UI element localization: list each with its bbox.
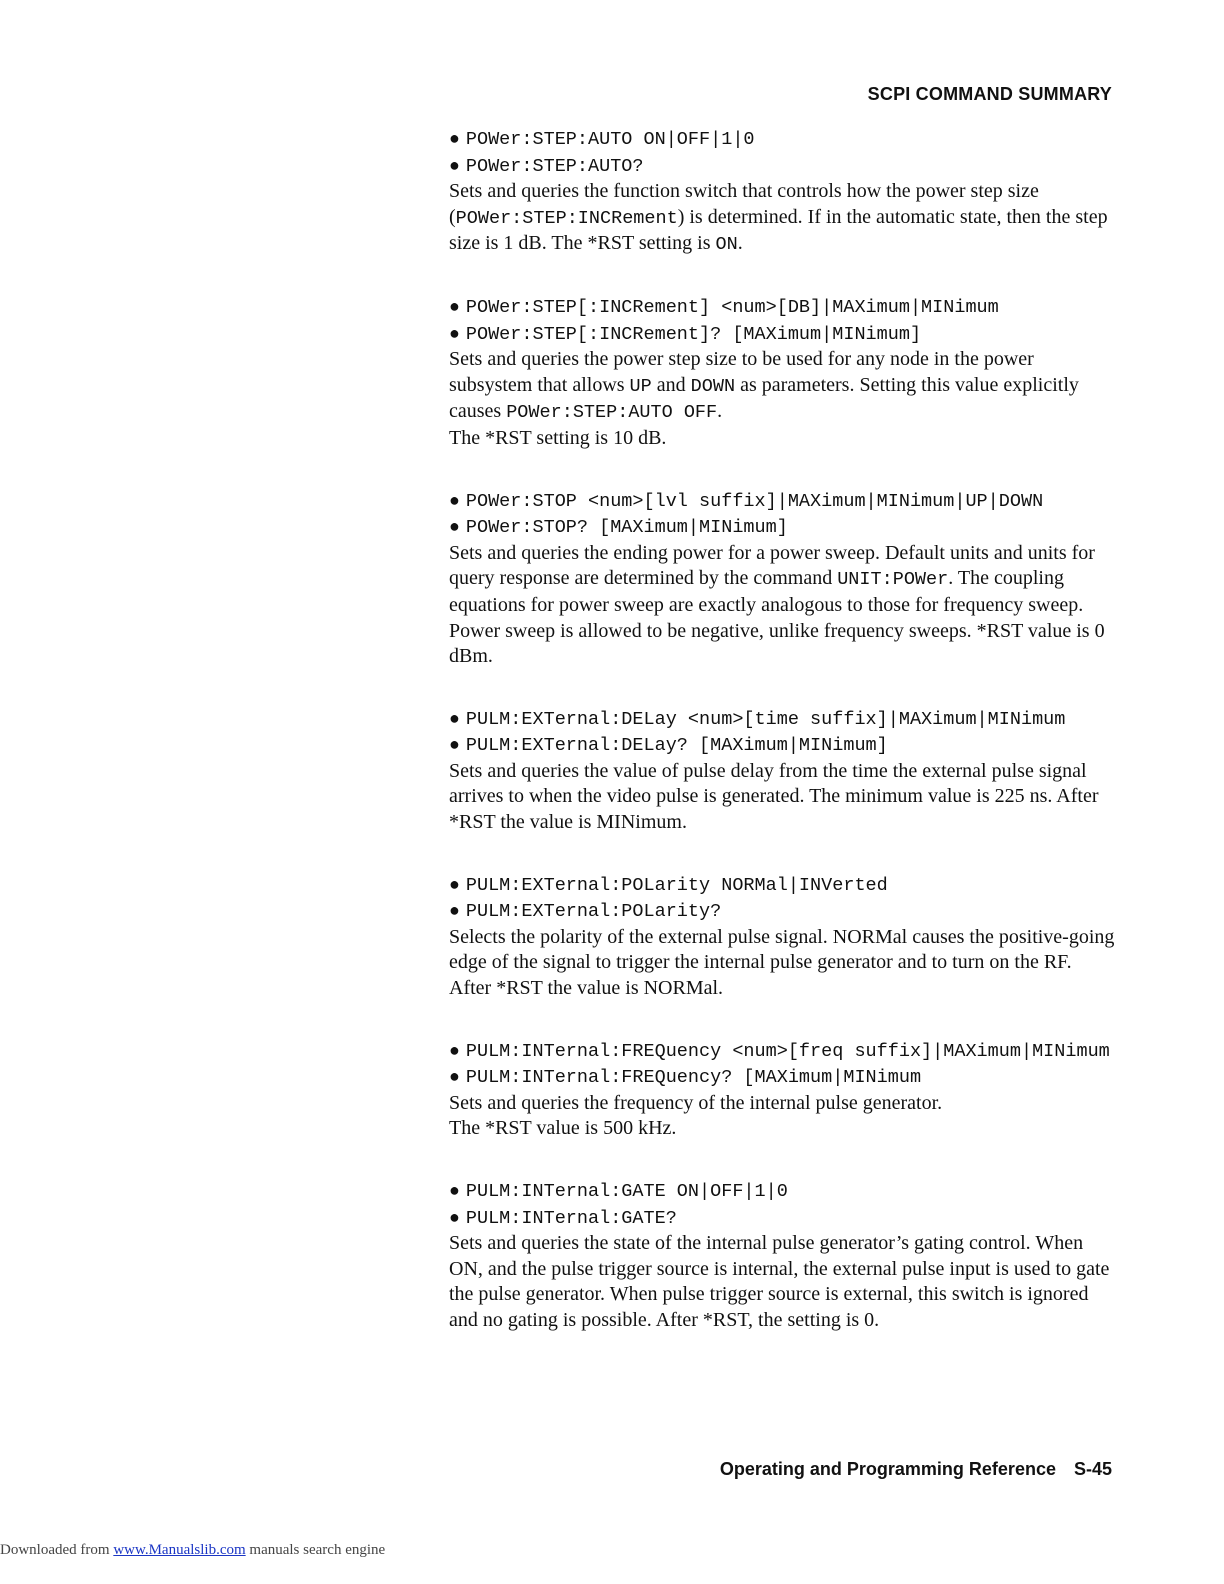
command-syntax-line	[449, 1038, 1117, 1065]
bullet-icon: ●	[449, 707, 460, 728]
command-syntax: PULM:EXTernal:POLarity NORMal|INVerted	[465, 874, 888, 896]
command-syntax-line	[449, 1205, 1117, 1232]
command-syntax: POWer:STEP[:INCRement]? [MAXimum|MINimum]	[465, 323, 922, 345]
bullet-icon: ●	[449, 900, 460, 921]
command-syntax-line	[449, 872, 1117, 899]
command-syntax: PULM:EXTernal:POLarity?	[465, 901, 722, 923]
bullet-icon: ●	[449, 295, 460, 316]
description-text: Sets and queries the value of pulse delay from the time the external pulse signal arrives to when the video pulse is generated. The minimum value is 225 ns. After *RST the value is MINimum.	[449, 759, 1099, 834]
description-text: and	[651, 373, 691, 396]
bullet-icon: ●	[449, 154, 460, 175]
command-entry	[449, 488, 1117, 670]
command-entry	[449, 126, 1117, 258]
command-description	[449, 925, 1117, 1002]
download-prefix: Downloaded from	[0, 1542, 114, 1558]
description-text: .	[737, 232, 743, 255]
page-footer	[720, 1459, 1112, 1480]
command-syntax: POWer:STOP? [MAXimum|MINimum]	[465, 517, 788, 539]
command-syntax: PULM:INTernal:FREQuency? [MAXimum|MINimum	[465, 1067, 922, 1089]
command-description	[449, 179, 1117, 258]
manualslib-link[interactable]: www.Manualslib.com	[113, 1542, 246, 1558]
inline-command: POWer:STEP:AUTO OFF	[506, 402, 718, 424]
command-description	[449, 347, 1117, 451]
bullet-icon: ●	[449, 1039, 460, 1060]
description-text: .	[717, 400, 723, 423]
command-description	[449, 541, 1117, 670]
description-text: Selects the polarity of the external pulse signal. NORMal causes the positive-going edge of the signal to trigger the internal pulse generator and to turn on the RF. After *RST the value is NORMal.	[449, 925, 1115, 1000]
download-suffix: manuals search engine	[245, 1542, 386, 1558]
description-text: . The coupling equations for power sweep are exactly analogous to those for frequency sweep. Power sweep is allowed to be negative, unlike frequency sweeps. *RST value is 0 dBm.	[449, 567, 1105, 668]
command-entry	[449, 1178, 1117, 1334]
inline-command: POWer:STEP:INCRement	[455, 207, 678, 229]
description-text: Sets and queries the state of the internal pulse generator’s gating control. When ON, and the pulse trigger source is internal, the external pulse input is used to gate the pulse generator. When pulse trigger source is external, this switch is ignored and no gating is possible. After *RST, the setting is 0.	[449, 1232, 1110, 1331]
bullet-icon: ●	[449, 1180, 460, 1200]
command-description	[449, 759, 1117, 836]
bullet-icon: ●	[449, 734, 460, 755]
command-entry	[449, 1038, 1117, 1142]
description-text: The *RST value is 500 kHz.	[449, 1117, 677, 1140]
command-syntax: POWer:STEP[:INCRement] <num>[DB]|MAXimum|MINimum	[465, 296, 999, 318]
inline-command: DOWN	[690, 375, 736, 397]
bullet-icon: ●	[449, 873, 460, 894]
description-text: Sets and queries the frequency of the internal pulse generator.	[449, 1091, 943, 1114]
bullet-icon: ●	[449, 1206, 460, 1227]
bullet-icon: ●	[449, 516, 460, 537]
command-description	[449, 1091, 1117, 1142]
command-syntax-line	[449, 732, 1117, 759]
command-syntax: PULM:INTernal:GATE ON|OFF|1|0	[465, 1181, 788, 1202]
command-entry	[449, 706, 1117, 836]
command-syntax: PULM:INTernal:GATE?	[465, 1207, 677, 1229]
command-syntax-line	[449, 514, 1117, 541]
command-syntax-line	[449, 153, 1117, 180]
command-syntax: PULM:INTernal:FREQuency <num>[freq suffix]|MAXimum|MINimum	[465, 1040, 1110, 1062]
command-syntax: POWer:STOP <num>[lvl suffix]|MAXimum|MINimum|UP|DOWN	[465, 490, 1044, 512]
command-syntax-line	[449, 294, 1117, 321]
footer-section-title: Operating and Programming Reference	[719, 1459, 1056, 1479]
command-description	[449, 1231, 1117, 1333]
bullet-icon: ●	[449, 489, 460, 510]
command-syntax-line	[449, 488, 1117, 515]
command-syntax-line	[449, 321, 1117, 348]
description-text: ) is determined. If in the automatic state, then the step size is 1 dB. The *RST setting is	[449, 205, 1108, 255]
command-syntax-line	[449, 1178, 1117, 1205]
inline-command: UNIT:POWer	[837, 569, 949, 591]
page-header-title: SCPI COMMAND SUMMARY	[867, 84, 1112, 104]
command-list	[449, 126, 1117, 1370]
page-number: S-45	[1073, 1459, 1112, 1479]
description-text: The *RST setting is 10 dB.	[449, 426, 667, 449]
description-text: Sets and queries the function switch that controls how the power step size (	[449, 180, 1039, 228]
command-syntax: POWer:STEP:AUTO ON|OFF|1|0	[465, 129, 755, 150]
command-syntax: PULM:EXTernal:DELay <num>[time suffix]|MAXimum|MINimum	[465, 708, 1066, 730]
bullet-icon: ●	[449, 128, 460, 148]
command-syntax: PULM:EXTernal:DELay? [MAXimum|MINimum]	[465, 735, 888, 757]
bullet-icon: ●	[449, 322, 460, 343]
command-syntax-line	[449, 898, 1117, 925]
command-entry	[449, 294, 1117, 452]
bullet-icon: ●	[449, 1066, 460, 1087]
description-text: Sets and queries the ending power for a power sweep. Default units and units for query response are determined by the command	[449, 541, 1095, 590]
inline-command: UP	[629, 375, 652, 397]
command-syntax-line	[449, 706, 1117, 733]
command-syntax-line	[449, 1064, 1117, 1091]
command-syntax: POWer:STEP:AUTO?	[465, 155, 644, 177]
inline-command: ON	[715, 234, 738, 256]
command-entry	[449, 872, 1117, 1002]
download-notice	[0, 1542, 385, 1559]
description-text: Sets and queries the power step size to be used for any node in the power subsystem that allows	[449, 348, 1034, 396]
description-text: as parameters. Setting this value explicitly causes	[449, 373, 1079, 423]
command-syntax-line	[449, 126, 1117, 153]
